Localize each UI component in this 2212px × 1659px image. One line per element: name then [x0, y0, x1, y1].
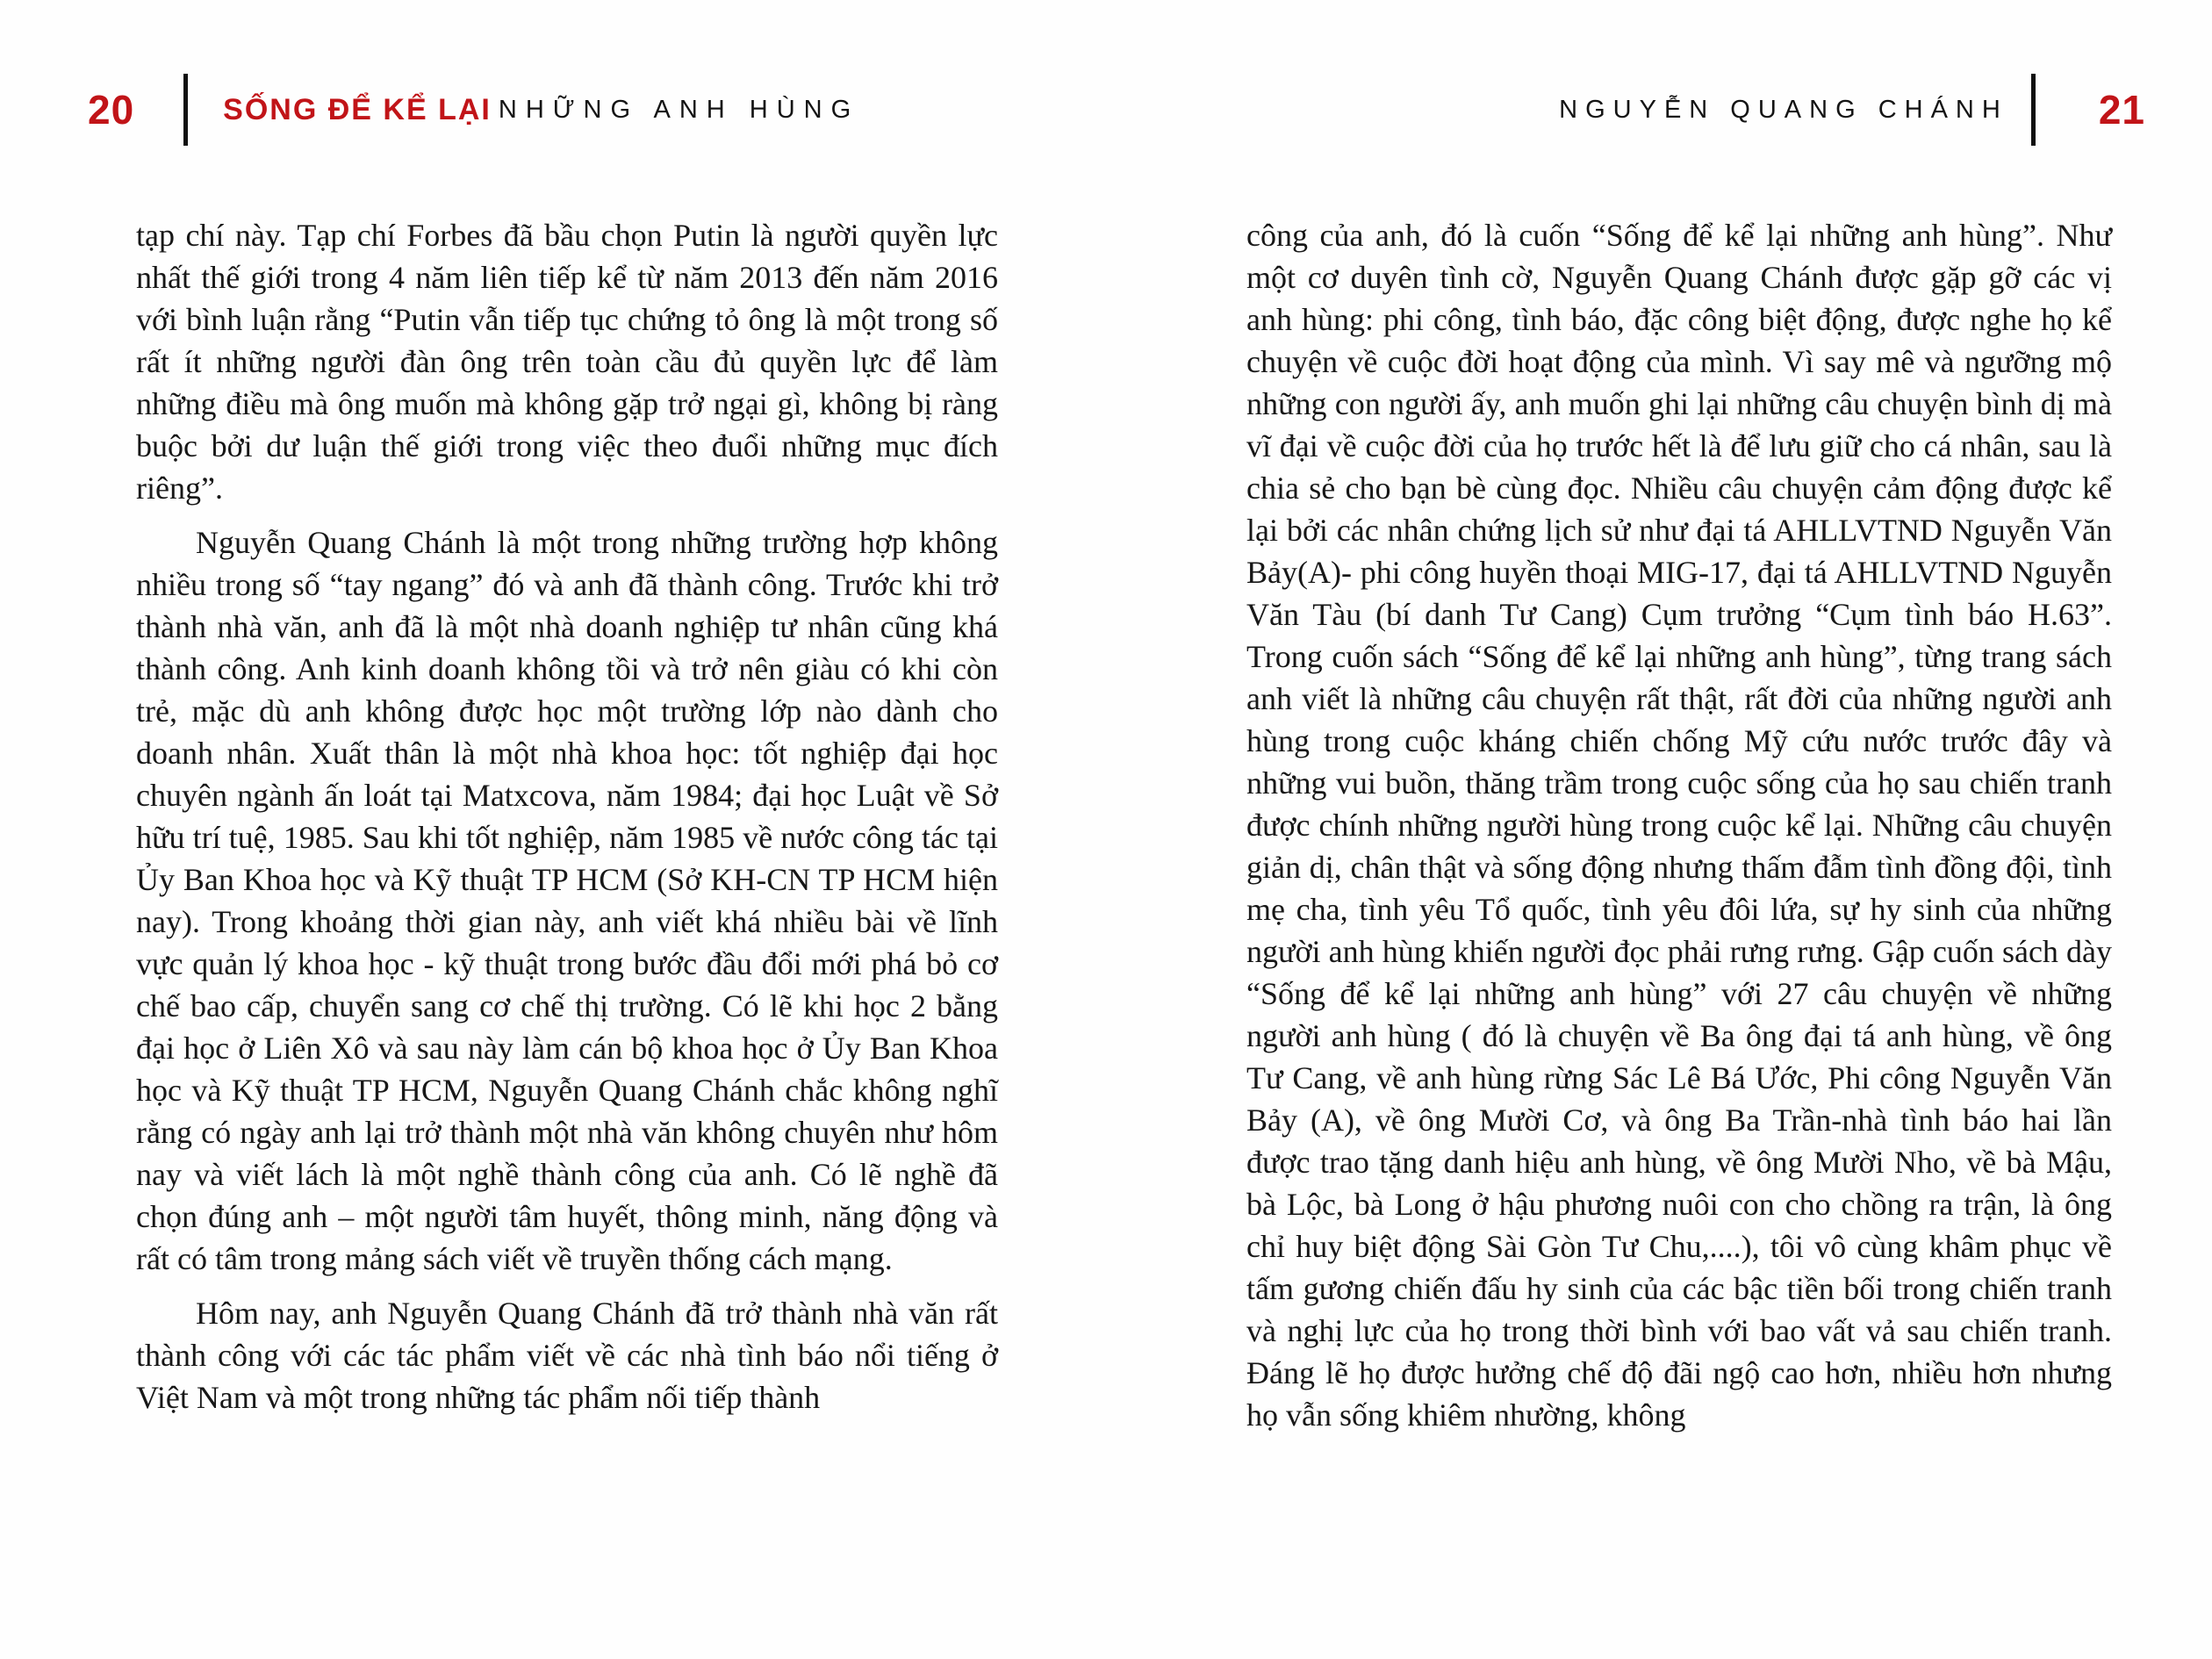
paragraph: Hôm nay, anh Nguyễn Quang Chánh đã trở thành nhà văn rất thành công với các tác phẩm viết về các nhà tình báo nổi tiếng ở Việt Nam và một trong những tác phẩm nối tiếp thành	[136, 1296, 998, 1415]
running-head-right	[1106, 74, 2212, 146]
running-head-left	[0, 74, 1106, 146]
body-text-right	[1246, 214, 2112, 1436]
page-right	[1106, 0, 2212, 1659]
book-subtitle: NHỮNG ANH HÙNG	[498, 95, 860, 124]
paragraph: công của anh, đó là cuốn “Sống để kể lại những anh hùng”. Như một cơ duyên tình cờ, Nguyễn Quang Chánh được gặp gỡ các vị anh hùng: phi công, tình báo, đặc công biệt động, được nghe họ kể chuyện về cuộc đời hoạt động của mình. Vì say mê và ngưỡng mộ những con người ấy, anh muốn ghi lại những câu chuyện bình dị mà vĩ đại về cuộc đời của họ trước hết là để lưu giữ cho cá nhân, sau là chia sẻ cho bạn bè cùng đọc. Nhiều câu chuyện cảm động được kể lại bởi các nhân chứng lịch sử như đại tá AHLLVTND Nguyễn Văn Bảy(A)- phi công huyền thoại MIG-17, đại tá AHLLVTND Nguyễn Văn Tàu (bí danh Tư Cang) Cụm trưởng “Cụm tình báo H.63”. Trong cuốn sách “Sống để kể lại những anh hùng”, từng trang sách anh viết là những câu chuyện rất thật, rất đời của những người anh hùng trong cuộc kháng chiến chống Mỹ cứu nước trước đây và những vui buồn, thăng trầm trong cuộc sống của họ sau chiến tranh được chính những người hùng trong cuộc kể lại. Những câu chuyện giản dị, chân thật và sống động nhưng thấm đẫm tình đồng đội, tình mẹ cha, tình yêu Tổ quốc, tình yêu đôi lứa, sự hy sinh của những người anh hùng khiến người đọc phải rưng rưng. Gập cuốn sách dày “Sống để kể lại những anh hùng” với 27 câu chuyện về những người anh hùng ( đó là chuyện về Ba ông đại tá anh hùng, về ông Tư Cang, về anh hùng rừng Sác Lê Bá Ước, Phi công Nguyễn Văn Bảy (A), về ông Mười Cơ, và ông Ba Trần-nhà tình báo hai lần được trao tặng danh hiệu anh hùng, về ông Mười Nho, về bà Mậu, bà Lộc, bà Long ở hậu phương nuôi con cho chồng ra trận, là ông chỉ huy biệt động Sài Gòn Tư Chu,....), tôi vô cùng khâm phục về tấm gương chiến đấu hy sinh của các bậc tiền bối trong chiến tranh và nghị lực của họ trong thời bình với bao vất vả sau chiến tranh. Đáng lẽ họ được hưởng chế độ đãi ngộ cao hơn, nhiều hơn nhưng họ vẫn sống khiêm nhường, không	[1246, 218, 2112, 1433]
paragraph: tạp chí này. Tạp chí Forbes đã bầu chọn Putin là người quyền lực nhất thế giới trong 4 năm liên tiếp kể từ năm 2013 đến năm 2016 với bình luận rằng “Putin vẫn tiếp tục chứng tỏ ông là một trong số rất ít những người đàn ông trên toàn cầu đủ quyền lực để làm những điều mà ông muốn mà không gặp trở ngại gì, không bị ràng buộc bởi dư luận thế giới trong việc theo đuổi những mục đích riêng”.	[136, 218, 998, 506]
header-divider-left	[183, 74, 188, 146]
paragraph: Nguyễn Quang Chánh là một trong những trường hợp không nhiều trong số “tay ngang” đó và anh đã thành công. Trước khi trở thành nhà văn, anh đã là một nhà doanh nghiệp tư nhân cũng khá thành công. Anh kinh doanh không tồi và trở nên giàu có khi còn trẻ, mặc dù anh không được học một trường lớp nào dành cho doanh nhân. Xuất thân là một nhà khoa học: tốt nghiệp đại học chuyên ngành ấn loát tại Matxcova, năm 1984; đại học Luật về Sở hữu trí tuệ, 1985. Sau khi tốt nghiệp, năm 1985 về nước công tác tại Ủy Ban Khoa học và Kỹ thuật TP HCM (Sở KH-CN TP HCM hiện nay). Trong khoảng thời gian này, anh viết khá nhiều bài về lĩnh vực quản lý khoa học - kỹ thuật trong bước đầu đổi mới phá bỏ cơ chế bao cấp, chuyển sang cơ chế thị trường. Có lẽ khi học 2 bằng đại học ở Liên Xô và sau này làm cán bộ khoa học ở Ủy Ban Khoa học và Kỹ thuật TP HCM, Nguyễn Quang Chánh chắc không nghĩ rằng có ngày anh lại trở thành một nhà văn không chuyên như hôm nay và viết lách là một nghề thành công của anh. Có lẽ nghề đã chọn đúng anh – một người tâm huyết, thông minh, năng động và rất có tâm trong mảng sách viết về truyền thống cách mạng.	[136, 525, 998, 1276]
book-title: SỐNG ĐỂ KỂ LẠI	[223, 92, 492, 126]
author-name: NGUYỄN QUANG CHÁNH	[1559, 95, 2008, 124]
page-number-left: 20	[88, 87, 135, 133]
header-divider-right	[2031, 74, 2036, 146]
page-number-right: 21	[2098, 87, 2145, 133]
body-text-left	[136, 214, 998, 1418]
